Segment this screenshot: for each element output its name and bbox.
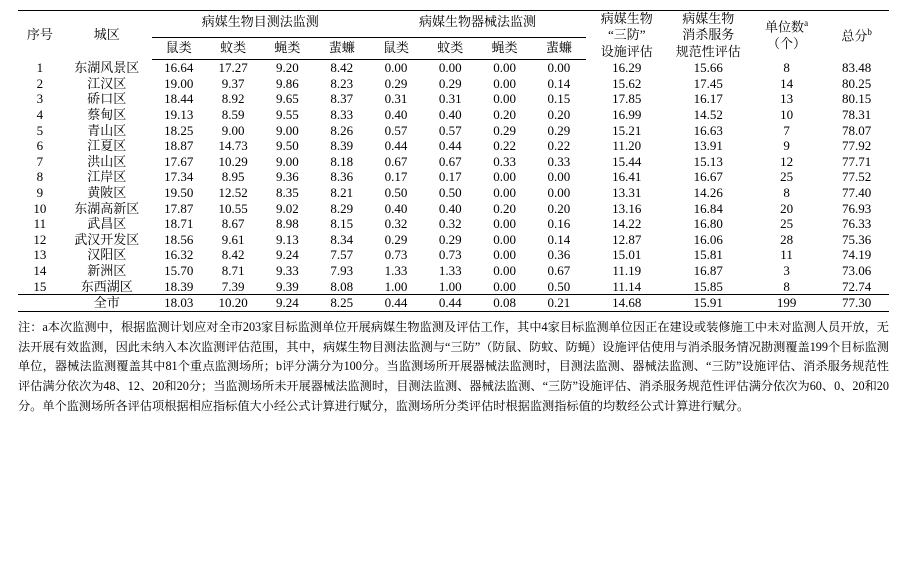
- cell-total: 77.92: [841, 138, 872, 154]
- cell-sanfang: 15.62: [612, 75, 642, 91]
- cell-district: 全市: [62, 295, 152, 312]
- cell-sanfang: 16.99: [612, 107, 642, 123]
- cell-visual-fly: 9.02: [276, 200, 299, 216]
- cell-visual-cockroach: 8.23: [330, 75, 354, 91]
- cell-units: 13: [780, 91, 794, 107]
- cell-index: 3: [36, 91, 44, 107]
- cell-tool-rodent: 0.31: [384, 91, 408, 107]
- cell-total: 76.93: [841, 200, 872, 216]
- cell-xiaosha: 16.84: [693, 200, 723, 216]
- cell-sanfang: 15.21: [612, 122, 642, 138]
- cell-district: 江汉区: [87, 75, 127, 91]
- cell-total: 77.40: [841, 185, 872, 200]
- table-row: [18, 107, 889, 123]
- cell-units: 14: [780, 75, 794, 91]
- cell-visual-fly: 9.00: [276, 122, 299, 138]
- cell-tool-fly: 0.00: [493, 231, 516, 247]
- cell-visual-mosquito: 8.92: [221, 91, 245, 107]
- cell-visual-cockroach: 8.21: [330, 185, 354, 200]
- cell-district: 江岸区: [87, 169, 127, 185]
- cell-tool-mosquito: 0.17: [438, 169, 462, 185]
- cell-tool-fly: 0.00: [493, 247, 516, 263]
- cell-visual-cockroach: 8.37: [330, 91, 354, 107]
- cell-tool-cockroach: 0.15: [547, 91, 571, 107]
- cell-tool-rodent: 0.40: [384, 107, 408, 123]
- cell-tool-fly: 0.00: [493, 278, 516, 294]
- cell-visual-rodent: 18.44: [164, 91, 194, 107]
- table-row: [18, 169, 889, 185]
- cell-xiaosha: 16.17: [693, 91, 723, 107]
- table-row: [18, 91, 889, 107]
- header-unit-count: [749, 11, 824, 60]
- header-visual-mosquito: 蚊类: [206, 37, 260, 60]
- header-visual-cockroach: 蜚蠊: [315, 37, 369, 60]
- cell-visual-mosquito: 10.55: [218, 200, 248, 216]
- cell-tool-mosquito: 1.33: [438, 262, 462, 278]
- cell-tool-mosquito: 0.44: [438, 138, 462, 154]
- cell-sanfang: 12.87: [612, 231, 642, 247]
- header-xiaosha-line3: 规范性评估: [675, 43, 741, 59]
- cell-units: 8: [783, 185, 790, 200]
- cell-visual-cockroach: 8.15: [330, 216, 354, 232]
- cell-visual-fly: 9.33: [276, 262, 299, 278]
- cell-xiaosha: 14.26: [693, 185, 723, 200]
- cell-visual-fly: 9.13: [276, 231, 299, 247]
- cell-index: [18, 295, 62, 312]
- header-tool-fly: 蝇类: [477, 37, 531, 60]
- cell-visual-fly: 9.39: [276, 278, 299, 294]
- cell-visual-fly: 9.00: [276, 153, 299, 169]
- header-row-top: [18, 11, 889, 38]
- cell-index: 13: [33, 247, 47, 263]
- header-index: 序号: [18, 11, 62, 60]
- header-unit-sup: a: [804, 18, 809, 29]
- cell-total: 80.15: [841, 91, 872, 107]
- cell-visual-cockroach: 8.36: [330, 169, 354, 185]
- cell-total: 78.07: [841, 122, 872, 138]
- cell-tool-fly: 0.00: [493, 91, 516, 107]
- cell-visual-cockroach: 8.33: [330, 107, 354, 123]
- cell-visual-mosquito: 8.71: [221, 262, 245, 278]
- cell-visual-fly: 9.24: [276, 247, 299, 263]
- cell-index: 7: [36, 153, 44, 169]
- cell-visual-mosquito: 8.95: [221, 169, 245, 185]
- table-row: [18, 154, 889, 170]
- cell-tool-rodent: 0.67: [384, 153, 408, 169]
- header-group-tool: 病媒生物器械法监测: [369, 11, 586, 38]
- cell-tool-cockroach: 0.21: [532, 295, 586, 312]
- cell-tool-cockroach: 0.00: [547, 169, 571, 185]
- cell-sanfang: 14.68: [586, 295, 667, 312]
- header-visual-fly: 蝇类: [260, 37, 314, 60]
- cell-index: 1: [36, 60, 44, 75]
- cell-visual-mosquito: 8.59: [221, 107, 245, 123]
- cell-total: 73.06: [841, 262, 872, 278]
- cell-units: 28: [780, 231, 794, 247]
- cell-index: 4: [36, 107, 44, 123]
- cell-visual-cockroach: 7.57: [330, 247, 354, 263]
- table-row: [18, 216, 889, 232]
- cell-tool-cockroach: 0.14: [547, 75, 571, 91]
- cell-tool-fly: 0.20: [493, 107, 516, 123]
- cell-xiaosha: 13.91: [693, 138, 723, 154]
- cell-xiaosha: 15.13: [693, 153, 723, 169]
- cell-tool-mosquito: 0.29: [438, 75, 462, 91]
- table-footnotes: [18, 318, 889, 417]
- header-unit-line1: [749, 18, 824, 36]
- cell-tool-mosquito: 0.31: [438, 91, 462, 107]
- cell-visual-fly: 8.35: [276, 185, 299, 200]
- cell-visual-rodent: 19.00: [164, 75, 194, 91]
- cell-visual-rodent: 17.34: [164, 169, 194, 185]
- cell-tool-cockroach: 0.20: [547, 200, 571, 216]
- cell-visual-rodent: 19.13: [164, 107, 194, 123]
- cell-total: 77.30: [824, 295, 889, 312]
- cell-visual-rodent: 17.67: [164, 153, 194, 169]
- cell-tool-rodent: 0.44: [369, 295, 423, 312]
- cell-visual-rodent: 16.32: [164, 247, 194, 263]
- cell-visual-mosquito: 10.20: [206, 295, 260, 312]
- cell-total: 80.25: [841, 75, 872, 91]
- cell-tool-mosquito: 1.00: [438, 278, 462, 294]
- header-tool-mosquito: 蚊类: [423, 37, 477, 60]
- cell-xiaosha: 16.67: [693, 169, 723, 185]
- cell-xiaosha: 16.80: [693, 216, 723, 232]
- cell-visual-mosquito: 10.29: [218, 153, 248, 169]
- cell-xiaosha: 16.06: [693, 231, 723, 247]
- header-sanfang-line3: 设施评估: [600, 43, 653, 59]
- cell-district: 武汉开发区: [74, 231, 140, 247]
- cell-tool-rodent: 0.00: [384, 60, 408, 76]
- cell-xiaosha: 15.66: [693, 60, 723, 75]
- cell-tool-fly: 0.00: [493, 216, 516, 232]
- header-sanfang-line2: “三防”: [608, 27, 646, 43]
- cell-tool-cockroach: 0.50: [547, 278, 571, 294]
- cell-district: 青山区: [87, 122, 127, 138]
- cell-tool-fly: 0.00: [493, 262, 516, 278]
- header-tool-rodent: 鼠类: [369, 37, 423, 60]
- cell-tool-cockroach: 0.36: [547, 247, 571, 263]
- cell-tool-mosquito: 0.32: [438, 216, 462, 232]
- cell-total: 74.19: [841, 247, 872, 263]
- cell-visual-mosquito: 14.73: [218, 138, 248, 154]
- cell-visual-cockroach: 8.25: [315, 295, 369, 312]
- table-row: [18, 185, 889, 201]
- cell-tool-cockroach: 0.67: [547, 262, 571, 278]
- cell-visual-fly: 9.65: [276, 91, 299, 107]
- cell-visual-mosquito: 9.61: [221, 231, 245, 247]
- table-row: [18, 123, 889, 139]
- cell-district: 洪山区: [87, 153, 127, 169]
- cell-visual-cockroach: 8.18: [330, 153, 354, 169]
- cell-tool-rodent: 0.17: [384, 169, 408, 185]
- header-unit-text: 单位数: [765, 19, 805, 35]
- cell-units: 25: [780, 169, 794, 185]
- cell-tool-fly: 0.00: [493, 75, 516, 91]
- cell-visual-mosquito: 12.52: [218, 185, 248, 200]
- cell-xiaosha: 15.85: [693, 278, 723, 294]
- cell-tool-rodent: 0.40: [384, 200, 408, 216]
- cell-units: 12: [780, 153, 794, 169]
- cell-total: 72.74: [841, 278, 872, 294]
- cell-index: 12: [33, 231, 47, 247]
- table-total-row: [18, 295, 889, 312]
- cell-visual-mosquito: 17.27: [218, 60, 248, 76]
- cell-visual-cockroach: 8.39: [330, 138, 354, 154]
- cell-district: 东西湖区: [80, 278, 133, 294]
- cell-visual-fly: 9.36: [276, 169, 299, 185]
- cell-district: 蔡甸区: [87, 107, 127, 123]
- header-tool-cockroach: 蜚蠊: [532, 37, 586, 60]
- header-xiaosha: [668, 11, 749, 60]
- cell-tool-fly: 0.08: [477, 295, 531, 312]
- cell-district: 硚口区: [87, 91, 127, 107]
- cell-tool-fly: 0.00: [493, 60, 516, 76]
- cell-tool-mosquito: 0.29: [438, 231, 462, 247]
- cell-xiaosha: 16.87: [693, 262, 723, 278]
- cell-units: 199: [749, 295, 824, 312]
- header-visual-rodent: 鼠类: [152, 37, 206, 60]
- cell-sanfang: 16.29: [612, 60, 642, 75]
- cell-xiaosha: 16.63: [693, 122, 723, 138]
- cell-tool-rodent: 0.57: [384, 122, 408, 138]
- cell-district: 新洲区: [87, 262, 127, 278]
- cell-tool-mosquito: 0.44: [423, 295, 477, 312]
- cell-visual-fly: 9.86: [276, 75, 299, 91]
- cell-index: 15: [33, 278, 47, 294]
- cell-sanfang: 15.01: [612, 247, 642, 263]
- header-sanfang: [586, 11, 667, 60]
- cell-district: 江夏区: [87, 138, 127, 154]
- footnote-text: 注：a本次监测中，根据监测计划应对全市203家目标监测单位开展病媒生物监测及评估工作，其中4家目标监测单位因正在建设或装修施工中未对监测人员开放，无法开展有效监测，因此未纳入本次监测评估范围，其中，病媒生物目测法监测与“三防”（防鼠、防蚊、防蝇）设施评估使用与消杀服务情况勘测覆盖199个目标监测单位，器械法监测覆盖其中81个重点监测场所；b评分满分为100分。当监测场所开展器械法监测时，目测法监测、器械法监测、“三防”设施评估、消杀服务规范性评估满分依次为48、12、20和20分；当监测场所未开展器械法监测时，目测法监测、器械法监测、“三防”设施评估、消杀服务规范性评估满分依次为60、0、20和20分。单个监测场所各评估项根据相应指标值大小经公式计算进行赋分，监测场所分类评估时根据监测指标值的均数经公式计算进行赋分。: [18, 319, 889, 413]
- cell-visual-fly: 9.20: [276, 60, 299, 76]
- cell-sanfang: 14.22: [612, 216, 642, 232]
- cell-visual-rodent: 18.03: [152, 295, 206, 312]
- cell-tool-mosquito: 0.57: [438, 122, 462, 138]
- cell-tool-fly: 0.00: [493, 169, 516, 185]
- cell-tool-mosquito: 0.00: [438, 60, 462, 76]
- cell-sanfang: 17.85: [612, 91, 642, 107]
- cell-visual-mosquito: 8.67: [221, 216, 245, 232]
- cell-tool-rodent: 0.73: [384, 247, 408, 263]
- cell-tool-cockroach: 0.00: [547, 60, 571, 76]
- cell-total: 77.52: [841, 169, 872, 185]
- document-page: [0, 10, 907, 585]
- cell-visual-cockroach: 8.29: [330, 200, 354, 216]
- cell-visual-rodent: 16.64: [164, 60, 194, 76]
- cell-units: 11: [780, 247, 793, 263]
- table-row: [18, 60, 889, 76]
- cell-tool-fly: 0.33: [493, 153, 516, 169]
- cell-tool-cockroach: 0.14: [547, 231, 571, 247]
- cell-tool-mosquito: 0.40: [438, 107, 462, 123]
- header-total: [824, 11, 889, 60]
- cell-index: 11: [33, 216, 47, 232]
- cell-visual-cockroach: 8.34: [330, 231, 354, 247]
- cell-units: 8: [783, 60, 790, 75]
- cell-total: 76.33: [841, 216, 872, 232]
- cell-tool-mosquito: 0.73: [438, 247, 462, 263]
- cell-index: 14: [33, 262, 47, 278]
- cell-visual-fly: 9.50: [276, 138, 299, 154]
- cell-index: 6: [36, 138, 44, 154]
- cell-tool-cockroach: 0.20: [547, 107, 571, 123]
- table-row: [18, 76, 889, 92]
- cell-sanfang: 13.31: [612, 185, 642, 200]
- cell-sanfang: 11.19: [612, 262, 642, 278]
- cell-units: 20: [780, 200, 794, 216]
- cell-tool-rodent: 0.29: [384, 231, 408, 247]
- cell-visual-fly: 9.24: [260, 295, 314, 312]
- header-total-text: 总分: [841, 27, 868, 43]
- cell-district: 东湖风景区: [74, 60, 140, 75]
- cell-tool-rodent: 1.00: [384, 278, 408, 294]
- table-row: [18, 279, 889, 295]
- cell-tool-cockroach: 0.22: [547, 138, 571, 154]
- header-total-sup: b: [867, 26, 872, 37]
- cell-units: 8: [783, 278, 790, 294]
- cell-sanfang: 11.20: [612, 138, 642, 154]
- cell-units: 25: [780, 216, 794, 232]
- cell-units: 10: [780, 107, 794, 123]
- cell-tool-mosquito: 0.50: [438, 185, 462, 200]
- cell-visual-mosquito: 9.00: [221, 122, 245, 138]
- cell-tool-mosquito: 0.40: [438, 200, 462, 216]
- cell-units: 7: [783, 122, 790, 138]
- header-xiaosha-line2: 消杀服务: [682, 27, 735, 43]
- cell-tool-cockroach: 0.29: [547, 122, 571, 138]
- cell-index: 5: [36, 122, 44, 138]
- cell-total: 75.36: [841, 231, 872, 247]
- cell-visual-fly: 8.98: [276, 216, 299, 232]
- cell-visual-rodent: 18.39: [164, 278, 194, 294]
- table-row: [18, 232, 889, 248]
- header-group-visual: 病媒生物目测法监测: [152, 11, 369, 38]
- cell-district: 汉阳区: [87, 247, 127, 263]
- cell-visual-fly: 9.55: [276, 107, 299, 123]
- cell-visual-rodent: 18.87: [164, 138, 194, 154]
- cell-visual-cockroach: 8.26: [330, 122, 354, 138]
- cell-xiaosha: 15.91: [668, 295, 749, 312]
- vector-monitoring-table: [18, 10, 889, 312]
- cell-visual-rodent: 18.25: [164, 122, 194, 138]
- cell-units: 3: [783, 262, 790, 278]
- cell-index: 2: [36, 75, 44, 91]
- cell-visual-rodent: 19.50: [164, 185, 194, 200]
- header-xiaosha-line1: 病媒生物: [682, 11, 735, 26]
- table-row: [18, 201, 889, 217]
- cell-sanfang: 11.14: [612, 278, 642, 294]
- cell-tool-rodent: 0.32: [384, 216, 408, 232]
- cell-visual-mosquito: 8.42: [221, 247, 245, 263]
- cell-visual-cockroach: 7.93: [330, 262, 354, 278]
- header-district: 城区: [62, 11, 152, 60]
- cell-visual-rodent: 17.87: [164, 200, 194, 216]
- header-sanfang-line1: 病媒生物: [600, 11, 653, 26]
- cell-tool-mosquito: 0.67: [438, 153, 462, 169]
- cell-tool-cockroach: 0.00: [547, 185, 571, 200]
- cell-tool-fly: 0.29: [493, 122, 516, 138]
- cell-tool-rodent: 0.50: [384, 185, 408, 200]
- cell-total: 78.31: [841, 107, 872, 123]
- header-unit-line2: （个）: [767, 36, 807, 52]
- cell-units: 9: [783, 138, 790, 154]
- cell-xiaosha: 14.52: [693, 107, 723, 123]
- cell-xiaosha: 17.45: [693, 75, 723, 91]
- cell-visual-rodent: 18.71: [164, 216, 194, 232]
- cell-tool-rodent: 0.29: [384, 75, 408, 91]
- cell-total: 83.48: [841, 60, 872, 75]
- cell-tool-fly: 0.20: [493, 200, 516, 216]
- cell-tool-cockroach: 0.16: [547, 216, 571, 232]
- cell-xiaosha: 15.81: [693, 247, 723, 263]
- cell-district: 东湖高新区: [74, 200, 140, 216]
- cell-visual-cockroach: 8.08: [330, 278, 354, 294]
- cell-tool-fly: 0.22: [493, 138, 516, 154]
- cell-index: 8: [36, 169, 44, 185]
- table-row: [18, 247, 889, 263]
- cell-sanfang: 16.41: [612, 169, 642, 185]
- cell-index: 9: [36, 185, 44, 200]
- cell-index: 10: [33, 200, 47, 216]
- cell-visual-rodent: 18.56: [164, 231, 194, 247]
- table-head: [18, 11, 889, 60]
- cell-visual-mosquito: 9.37: [221, 75, 245, 91]
- cell-visual-cockroach: 8.42: [330, 60, 354, 76]
- cell-visual-rodent: 15.70: [164, 262, 194, 278]
- cell-district: 黄陂区: [87, 185, 127, 200]
- cell-tool-fly: 0.00: [493, 185, 516, 200]
- cell-tool-cockroach: 0.33: [547, 153, 571, 169]
- cell-total: 77.71: [841, 153, 872, 169]
- cell-tool-rodent: 0.44: [384, 138, 408, 154]
- cell-visual-mosquito: 7.39: [221, 278, 245, 294]
- table-row: [18, 263, 889, 279]
- cell-sanfang: 13.16: [612, 200, 642, 216]
- table-row: [18, 138, 889, 154]
- cell-tool-rodent: 1.33: [384, 262, 408, 278]
- cell-district: 武昌区: [87, 216, 127, 232]
- cell-sanfang: 15.44: [612, 153, 642, 169]
- table-body: [18, 60, 889, 312]
